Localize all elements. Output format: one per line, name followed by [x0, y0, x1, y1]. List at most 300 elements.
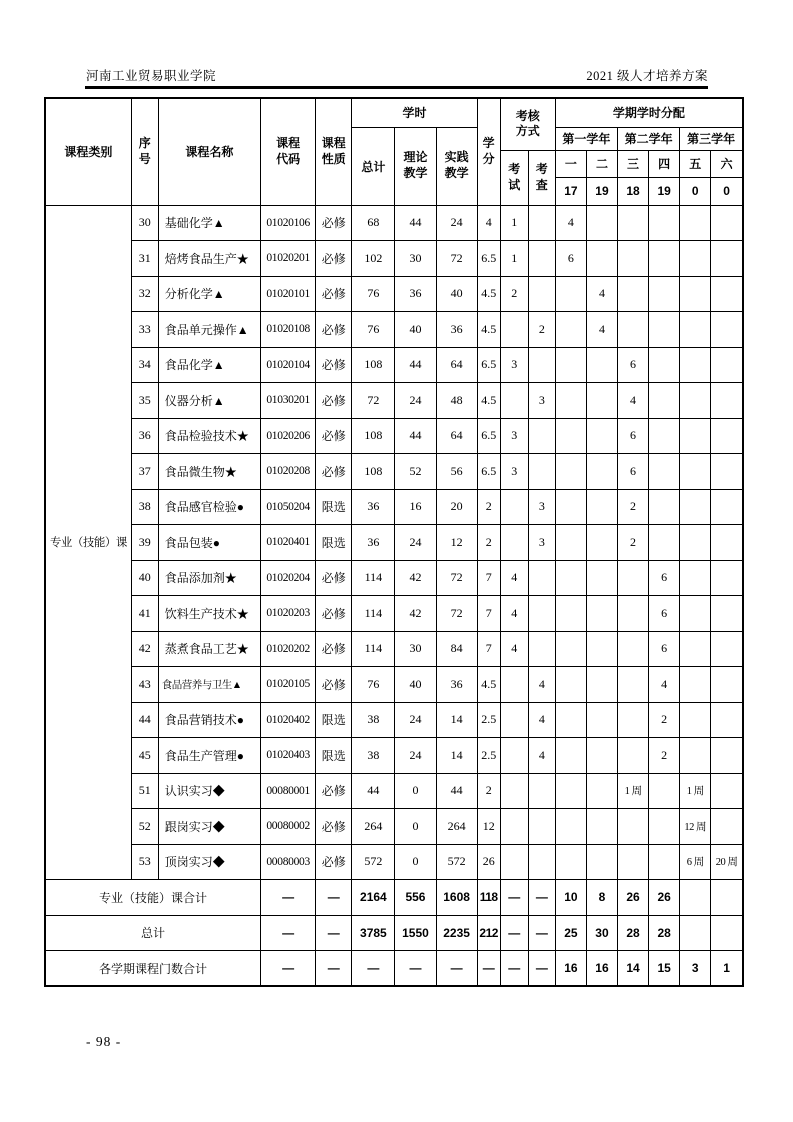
- cell-sem-6: [711, 205, 743, 241]
- cell-sem-1: [555, 418, 586, 454]
- cell-no: 45: [131, 738, 158, 774]
- cell-sem-1: [555, 844, 586, 880]
- header-week-2: 19: [586, 177, 617, 205]
- cell-nature: 限选: [316, 702, 352, 738]
- cell-hours-total: 108: [352, 454, 395, 490]
- cell-nature: 必修: [316, 667, 352, 703]
- cell-course-code: 01020402: [261, 702, 316, 738]
- cell-nature: 必修: [316, 631, 352, 667]
- cell-check: —: [528, 915, 555, 951]
- cell-hours-practice: 72: [436, 241, 477, 277]
- cell-course-name: 食品单元操作▲: [158, 312, 260, 348]
- cell-sem-5: [680, 702, 711, 738]
- cell-sem-1: [555, 276, 586, 312]
- course-row: [45, 205, 743, 241]
- cell-course-code: 01020104: [261, 347, 316, 383]
- cell-no: 30: [131, 205, 158, 241]
- cell-sem-3: [618, 809, 649, 845]
- cell-sem-6: [711, 418, 743, 454]
- cell-sem-1: 6: [555, 241, 586, 277]
- cell-check: 4: [528, 702, 555, 738]
- cell-no: 32: [131, 276, 158, 312]
- cell-nature: 必修: [316, 560, 352, 596]
- course-row: [45, 418, 743, 454]
- cell-sem-2: [586, 773, 617, 809]
- cell-hours-practice: 40: [436, 276, 477, 312]
- cell-hours-total: 72: [352, 383, 395, 419]
- cell-sem-4: [649, 312, 680, 348]
- cell-sem-5: [680, 596, 711, 632]
- cell-sem-3: [618, 844, 649, 880]
- summary-label: 专业（技能）课合计: [45, 880, 261, 916]
- cell-sem-1: 4: [555, 205, 586, 241]
- cell-course-name: 焙烤食品生产★: [158, 241, 260, 277]
- cell-check: [528, 844, 555, 880]
- cell-nature: 必修: [316, 383, 352, 419]
- cell-exam: [500, 773, 528, 809]
- summary-label: 总计: [45, 915, 261, 951]
- cell-sem-6: 1: [711, 951, 743, 987]
- cell-sem-6: [711, 489, 743, 525]
- cell-exam: [500, 738, 528, 774]
- cell-sem-6: [711, 631, 743, 667]
- table-header: [45, 98, 743, 205]
- cell-hours-theory: 24: [395, 525, 436, 561]
- cell-course-code: 00080003: [261, 844, 316, 880]
- cell-check: [528, 276, 555, 312]
- cell-check: [528, 418, 555, 454]
- cell-sem-4: 6: [649, 631, 680, 667]
- cell-hours-total: 36: [352, 489, 395, 525]
- course-row: [45, 454, 743, 490]
- cell-exam: —: [500, 951, 528, 987]
- cell-sem-4: 2: [649, 738, 680, 774]
- cell-course-name: 分析化学▲: [158, 276, 260, 312]
- cell-hours-theory: 40: [395, 667, 436, 703]
- cell-check: 4: [528, 738, 555, 774]
- cell-course-code: —: [261, 951, 316, 987]
- header-assessment-label: 考核方式: [515, 108, 540, 139]
- cell-hours-theory: —: [395, 951, 436, 987]
- cell-nature: 必修: [316, 241, 352, 277]
- course-row: [45, 241, 743, 277]
- header-week-1: 17: [555, 177, 586, 205]
- cell-sem-5: 6 周: [680, 844, 711, 880]
- cell-sem-3: 6: [618, 418, 649, 454]
- cell-course-name: 食品包装●: [158, 525, 260, 561]
- course-row: [45, 312, 743, 348]
- cell-nature: 必修: [316, 276, 352, 312]
- cell-sem-4: [649, 809, 680, 845]
- cell-exam: [500, 383, 528, 419]
- cell-nature: 必修: [316, 418, 352, 454]
- cell-course-code: 01020206: [261, 418, 316, 454]
- cell-sem-4: [649, 276, 680, 312]
- cell-hours-practice: 36: [436, 667, 477, 703]
- cell-hours-theory: 42: [395, 560, 436, 596]
- cell-hours-practice: 56: [436, 454, 477, 490]
- cell-sem-1: [555, 560, 586, 596]
- cell-course-code: 01020203: [261, 596, 316, 632]
- header-course-nature-label: 课程性质: [321, 136, 346, 166]
- cell-course-name: 认识实习◆: [158, 773, 260, 809]
- cell-sem-2: [586, 489, 617, 525]
- cell-hours-total: 2164: [352, 880, 395, 916]
- cell-check: 3: [528, 525, 555, 561]
- cell-sem-3: 4: [618, 383, 649, 419]
- cell-course-code: 01020101: [261, 276, 316, 312]
- summary-row: [45, 951, 743, 987]
- cell-hours-total: 108: [352, 418, 395, 454]
- cell-no: 53: [131, 844, 158, 880]
- header-course-nature: [316, 98, 352, 205]
- cell-no: 38: [131, 489, 158, 525]
- cell-sem-2: [586, 702, 617, 738]
- cell-sem-2: [586, 560, 617, 596]
- cell-course-name: 食品检验技术★: [158, 418, 260, 454]
- curriculum-table: [44, 97, 744, 987]
- course-row: [45, 347, 743, 383]
- cell-no: 40: [131, 560, 158, 596]
- cell-no: 44: [131, 702, 158, 738]
- course-row: [45, 276, 743, 312]
- cell-hours-theory: 0: [395, 773, 436, 809]
- cell-sem-3: [618, 596, 649, 632]
- cell-course-name: 蒸煮食品工艺★: [158, 631, 260, 667]
- cell-hours-practice: 2235: [436, 915, 477, 951]
- cell-sem-3: [618, 241, 649, 277]
- cell-sem-1: [555, 667, 586, 703]
- cell-sem-3: 14: [618, 951, 649, 987]
- cell-sem-3: [618, 702, 649, 738]
- cell-course-code: 00080002: [261, 809, 316, 845]
- cell-course-name: 食品感官检验●: [158, 489, 260, 525]
- cell-check: [528, 596, 555, 632]
- cell-sem-4: [649, 773, 680, 809]
- cell-sem-6: [711, 738, 743, 774]
- cell-sem-3: 28: [618, 915, 649, 951]
- cell-sem-1: [555, 347, 586, 383]
- cell-nature: 必修: [316, 596, 352, 632]
- cell-hours-theory: 30: [395, 241, 436, 277]
- cell-exam: 3: [500, 454, 528, 490]
- cell-sem-5: [680, 241, 711, 277]
- cell-credits: —: [477, 951, 500, 987]
- cell-check: 2: [528, 312, 555, 348]
- cell-hours-practice: 44: [436, 773, 477, 809]
- cell-check: [528, 773, 555, 809]
- cell-sem-6: [711, 383, 743, 419]
- cell-sem-6: [711, 241, 743, 277]
- cell-hours-total: 76: [352, 276, 395, 312]
- cell-hours-practice: 24: [436, 205, 477, 241]
- cell-hours-practice: 48: [436, 383, 477, 419]
- cell-credits: 2: [477, 773, 500, 809]
- cell-course-name: 食品微生物★: [158, 454, 260, 490]
- cell-course-code: 01020403: [261, 738, 316, 774]
- cell-nature: 必修: [316, 454, 352, 490]
- cell-hours-total: 108: [352, 347, 395, 383]
- cell-credits: 4.5: [477, 276, 500, 312]
- header-hours-theory-label: 理论教学: [403, 150, 428, 180]
- header-semester-group: 学期学时分配: [555, 98, 743, 127]
- cell-sem-3: 6: [618, 454, 649, 490]
- document-header: [86, 66, 708, 84]
- cell-sem-5: [680, 667, 711, 703]
- cell-sem-3: [618, 738, 649, 774]
- cell-exam: [500, 809, 528, 845]
- cell-no: 51: [131, 773, 158, 809]
- cell-sem-5: 1 周: [680, 773, 711, 809]
- summary-row: [45, 915, 743, 951]
- cell-hours-theory: 30: [395, 631, 436, 667]
- cell-hours-practice: 64: [436, 418, 477, 454]
- cell-sem-1: [555, 702, 586, 738]
- page-number: - 98 -: [86, 1034, 122, 1049]
- cell-sem-4: 2: [649, 702, 680, 738]
- cell-credits: 6.5: [477, 347, 500, 383]
- cell-course-name: 食品营销技术●: [158, 702, 260, 738]
- header-sem-6: 六: [711, 150, 743, 177]
- cell-sem-6: [711, 525, 743, 561]
- cell-sem-2: 4: [586, 312, 617, 348]
- cell-sem-4: 4: [649, 667, 680, 703]
- cell-credits: 4.5: [477, 383, 500, 419]
- cell-hours-practice: 64: [436, 347, 477, 383]
- cell-nature: 必修: [316, 844, 352, 880]
- cell-sem-6: [711, 454, 743, 490]
- cell-sem-2: [586, 631, 617, 667]
- cell-sem-1: [555, 809, 586, 845]
- cell-nature: —: [316, 951, 352, 987]
- cell-hours-theory: 42: [395, 596, 436, 632]
- header-hours-practice: [436, 127, 477, 205]
- cell-sem-4: [649, 489, 680, 525]
- cell-hours-total: 36: [352, 525, 395, 561]
- cell-course-name: 食品添加剂★: [158, 560, 260, 596]
- cell-exam: [500, 702, 528, 738]
- cell-credits: 118: [477, 880, 500, 916]
- cell-sem-2: [586, 347, 617, 383]
- cell-hours-practice: 12: [436, 525, 477, 561]
- cell-check: [528, 241, 555, 277]
- cell-sem-2: [586, 454, 617, 490]
- cell-hours-theory: 24: [395, 702, 436, 738]
- cell-course-code: 01050204: [261, 489, 316, 525]
- cell-sem-2: 16: [586, 951, 617, 987]
- course-category-cell: 专业（技能）课: [45, 205, 131, 880]
- cell-nature: 限选: [316, 489, 352, 525]
- cell-sem-1: [555, 631, 586, 667]
- cell-no: 43: [131, 667, 158, 703]
- cell-sem-5: [680, 631, 711, 667]
- cell-no: 42: [131, 631, 158, 667]
- cell-hours-theory: 44: [395, 347, 436, 383]
- cell-sem-5: [680, 454, 711, 490]
- cell-sem-2: [586, 418, 617, 454]
- cell-sem-3: [618, 631, 649, 667]
- cell-credits: 6.5: [477, 241, 500, 277]
- cell-sem-5: [680, 525, 711, 561]
- cell-sem-2: [586, 383, 617, 419]
- course-row: [45, 383, 743, 419]
- header-sem-4: 四: [649, 150, 680, 177]
- cell-sem-5: [680, 383, 711, 419]
- cell-hours-practice: 72: [436, 560, 477, 596]
- cell-sem-3: 6: [618, 347, 649, 383]
- cell-no: 52: [131, 809, 158, 845]
- header-plan-title: 2021 级人才培养方案: [586, 69, 708, 83]
- cell-hours-total: —: [352, 951, 395, 987]
- cell-credits: 7: [477, 596, 500, 632]
- cell-sem-2: 4: [586, 276, 617, 312]
- cell-no: 31: [131, 241, 158, 277]
- cell-course-code: 01020108: [261, 312, 316, 348]
- header-hours-practice-label: 实践教学: [444, 150, 469, 180]
- header-week-5: 0: [680, 177, 711, 205]
- cell-hours-practice: 572: [436, 844, 477, 880]
- cell-sem-6: [711, 880, 743, 916]
- cell-sem-6: [711, 702, 743, 738]
- cell-sem-6: [711, 667, 743, 703]
- header-check: [528, 150, 555, 205]
- course-row: [45, 631, 743, 667]
- cell-hours-total: 3785: [352, 915, 395, 951]
- header-sem-2: 二: [586, 150, 617, 177]
- cell-nature: 必修: [316, 312, 352, 348]
- course-row: [45, 525, 743, 561]
- header-hours-group: 学时: [352, 98, 477, 127]
- cell-check: 3: [528, 489, 555, 525]
- cell-check: [528, 347, 555, 383]
- cell-course-name: 食品营养与卫生▲: [158, 667, 260, 703]
- cell-credits: 4.5: [477, 667, 500, 703]
- cell-sem-2: 30: [586, 915, 617, 951]
- cell-hours-theory: 36: [395, 276, 436, 312]
- header-credits: [477, 98, 500, 205]
- cell-exam: 4: [500, 596, 528, 632]
- cell-sem-2: [586, 738, 617, 774]
- header-assessment-group: [500, 98, 555, 150]
- cell-course-code: 00080001: [261, 773, 316, 809]
- cell-course-code: 01020106: [261, 205, 316, 241]
- cell-sem-5: [680, 915, 711, 951]
- cell-sem-2: [586, 844, 617, 880]
- cell-course-code: 01020401: [261, 525, 316, 561]
- course-row: [45, 702, 743, 738]
- cell-hours-total: 572: [352, 844, 395, 880]
- cell-exam: —: [500, 880, 528, 916]
- course-row: [45, 738, 743, 774]
- cell-sem-1: [555, 596, 586, 632]
- cell-sem-3: [618, 205, 649, 241]
- cell-hours-theory: 24: [395, 738, 436, 774]
- cell-hours-total: 76: [352, 312, 395, 348]
- cell-nature: —: [316, 880, 352, 916]
- cell-sem-2: [586, 667, 617, 703]
- cell-sem-5: [680, 418, 711, 454]
- cell-sem-4: [649, 844, 680, 880]
- cell-sem-5: [680, 205, 711, 241]
- cell-sem-2: [586, 596, 617, 632]
- cell-credits: 6.5: [477, 418, 500, 454]
- cell-check: —: [528, 880, 555, 916]
- header-week-4: 19: [649, 177, 680, 205]
- cell-no: 37: [131, 454, 158, 490]
- cell-no: 41: [131, 596, 158, 632]
- cell-sem-1: [555, 454, 586, 490]
- cell-hours-practice: 84: [436, 631, 477, 667]
- cell-hours-theory: 16: [395, 489, 436, 525]
- cell-course-name: 基础化学▲: [158, 205, 260, 241]
- cell-check: [528, 454, 555, 490]
- cell-credits: 2.5: [477, 702, 500, 738]
- course-row: [45, 773, 743, 809]
- header-exam-label: 考试: [508, 161, 521, 192]
- header-exam: [500, 150, 528, 205]
- cell-hours-total: 114: [352, 596, 395, 632]
- cell-hours-practice: 1608: [436, 880, 477, 916]
- cell-check: —: [528, 951, 555, 987]
- cell-nature: 限选: [316, 738, 352, 774]
- cell-hours-practice: 20: [436, 489, 477, 525]
- cell-credits: 12: [477, 809, 500, 845]
- cell-exam: [500, 489, 528, 525]
- cell-course-code: 01020105: [261, 667, 316, 703]
- cell-hours-theory: 40: [395, 312, 436, 348]
- cell-hours-practice: 14: [436, 702, 477, 738]
- cell-credits: 2: [477, 489, 500, 525]
- header-no-label: 序号: [138, 136, 151, 166]
- cell-sem-2: [586, 809, 617, 845]
- course-table-body: [45, 205, 743, 986]
- header-course-name: 课程名称: [158, 98, 260, 205]
- cell-check: [528, 560, 555, 596]
- cell-sem-2: [586, 241, 617, 277]
- cell-sem-6: [711, 560, 743, 596]
- header-school-name: 河南工业贸易职业学院: [86, 69, 217, 83]
- cell-sem-2: 8: [586, 880, 617, 916]
- cell-check: [528, 205, 555, 241]
- cell-no: 39: [131, 525, 158, 561]
- cell-exam: 3: [500, 418, 528, 454]
- course-row: [45, 844, 743, 880]
- cell-hours-total: 102: [352, 241, 395, 277]
- header-sem-5: 五: [680, 150, 711, 177]
- cell-sem-6: [711, 596, 743, 632]
- cell-sem-1: [555, 525, 586, 561]
- cell-no: 34: [131, 347, 158, 383]
- header-credits-label: 学分: [482, 136, 495, 166]
- cell-exam: 3: [500, 347, 528, 383]
- cell-sem-3: [618, 667, 649, 703]
- cell-nature: 必修: [316, 205, 352, 241]
- cell-hours-theory: 52: [395, 454, 436, 490]
- summary-label: 各学期课程门数合计: [45, 951, 261, 987]
- cell-hours-practice: —: [436, 951, 477, 987]
- cell-credits: 4: [477, 205, 500, 241]
- summary-row: [45, 880, 743, 916]
- cell-sem-3: 1 周: [618, 773, 649, 809]
- cell-check: [528, 631, 555, 667]
- cell-sem-4: 6: [649, 560, 680, 596]
- cell-exam: 2: [500, 276, 528, 312]
- cell-sem-4: 28: [649, 915, 680, 951]
- header-sem-1: 一: [555, 150, 586, 177]
- cell-sem-2: [586, 525, 617, 561]
- header-week-6: 0: [711, 177, 743, 205]
- cell-nature: 限选: [316, 525, 352, 561]
